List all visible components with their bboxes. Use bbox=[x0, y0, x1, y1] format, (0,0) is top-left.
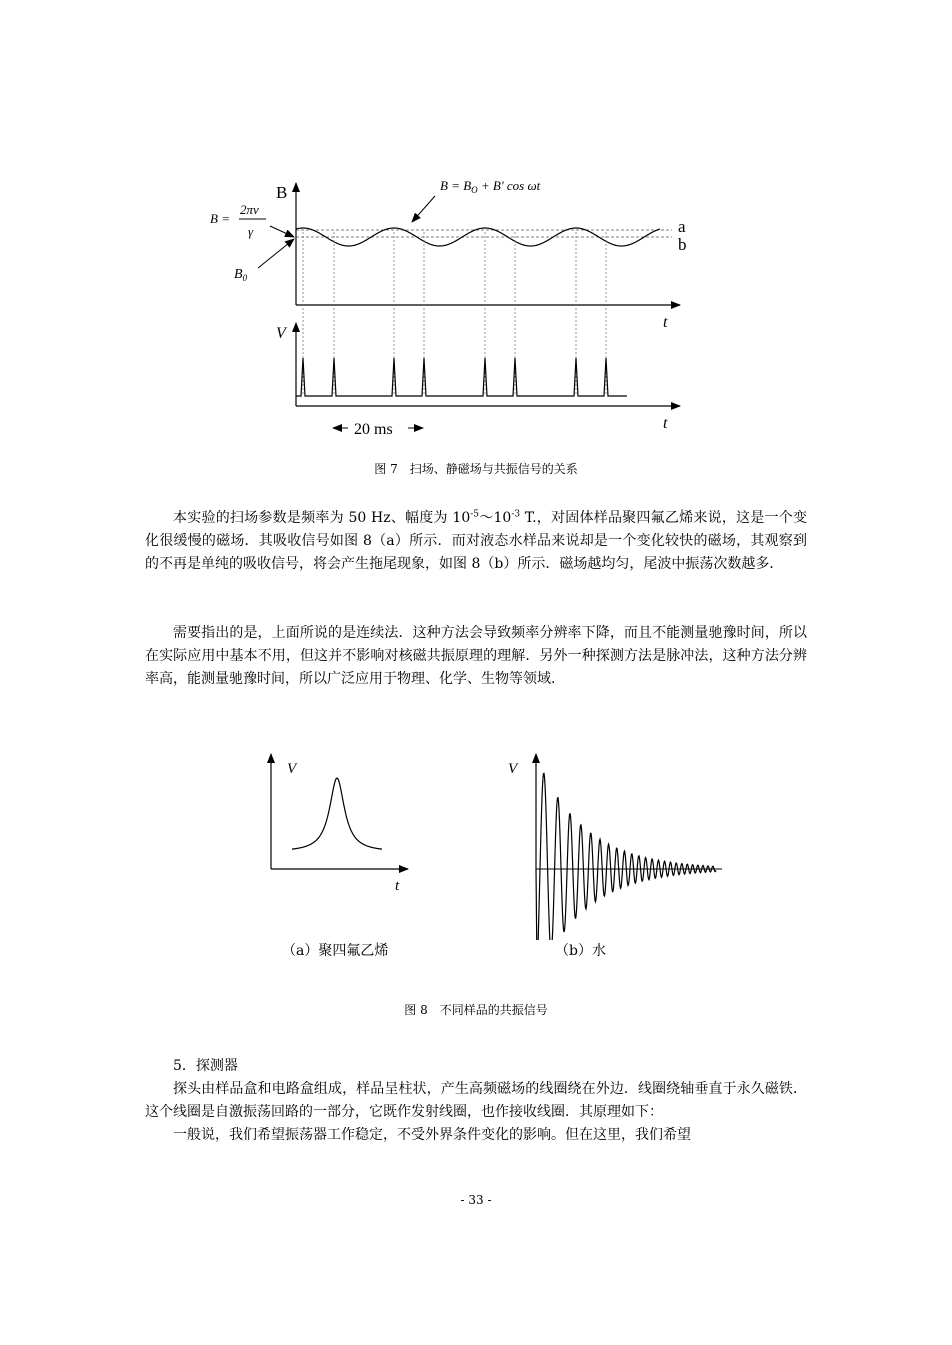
figure-8-caption: 图 8 不同样品的共振信号 bbox=[404, 1003, 548, 1017]
figure-7 bbox=[0, 0, 952, 450]
figure-8 bbox=[0, 740, 952, 940]
v-axis-label: V bbox=[276, 325, 286, 342]
paragraph-2: 需要指出的是，上面所说的是连续法．这种方法会导致频率分辨率下降，而且不能测量驰豫时间，所以在实际应用中基本不用，但这并不影响对核磁共振原理的理解．另外一种探测方法是脉冲法，这种方法分辨率高，能测量驰豫时间，所以广泛应用于物理、化学、生物等领域. bbox=[145, 625, 807, 687]
figure-8a-label: （a）聚四氟乙烯 bbox=[282, 943, 389, 959]
ringing-signal bbox=[536, 773, 716, 940]
figure-8b-label: （b）水 bbox=[555, 943, 606, 959]
t-axis-label-bottom: t bbox=[663, 415, 668, 432]
section-heading: 5．探测器 bbox=[173, 1058, 238, 1074]
fig8a-t-label: t bbox=[395, 878, 400, 894]
label-a: a bbox=[678, 217, 686, 236]
fig8a-v-label: V bbox=[287, 761, 297, 777]
eq-top-arrow bbox=[412, 196, 435, 222]
section-paragraph-1: 探头由样品盒和电路盒组成，样品呈柱状，产生高频磁场的线圈绕在外边．线圈绕轴垂直于永久磁铁．这个线圈是自激振荡回路的一部分，它既作发射线圈，也作接收线圈．其原理如下： bbox=[145, 1081, 807, 1120]
b0-label: $B_0$ bbox=[234, 267, 248, 283]
eq-top: $B = B_O + B'$ cos ωt bbox=[440, 178, 541, 195]
eq-left-num: 2πν bbox=[240, 202, 259, 217]
section-paragraph-2: 一般说，我们希望振荡器工作稳定，不受外界条件变化的影响。但在这里，我们希望 bbox=[173, 1127, 691, 1143]
figure-7-caption: 图 7 扫场、静磁场与共振信号的关系 bbox=[374, 462, 578, 476]
resonance-guides bbox=[303, 232, 606, 396]
label-b: b bbox=[678, 235, 687, 254]
eq-left-lhs: B = bbox=[210, 211, 230, 226]
paragraph-1: 本实验的扫场参数是频率为 50 Hz、幅度为 $10^{-5}\sim 10^{-3}$ T.，对固体样品聚四氟乙烯来说，这是一个变化很缓慢的磁场．其吸收信号如图 8（a）所示．而对液态水样品来说却是一个变化较快的磁场，其观察到的不再是单纯的吸收信号，将会产生拖尾现象，如图 8（b）所示．磁场越均匀，尾波中振荡次数越多． bbox=[145, 509, 807, 572]
absorption-peak bbox=[292, 778, 382, 849]
fig8b-v-label: V bbox=[508, 761, 518, 777]
eq-left-den: γ bbox=[248, 224, 254, 239]
interval-label: 20 ms bbox=[354, 421, 393, 438]
pulse-train bbox=[296, 358, 627, 396]
section-5 bbox=[145, 1055, 807, 1147]
t-axis-label-top: t bbox=[663, 314, 668, 331]
b-axis-label: B bbox=[276, 183, 288, 202]
page-number: - 33 - bbox=[460, 1193, 492, 1207]
b0-arrow bbox=[258, 239, 294, 268]
eq-left-arrow bbox=[270, 226, 294, 237]
